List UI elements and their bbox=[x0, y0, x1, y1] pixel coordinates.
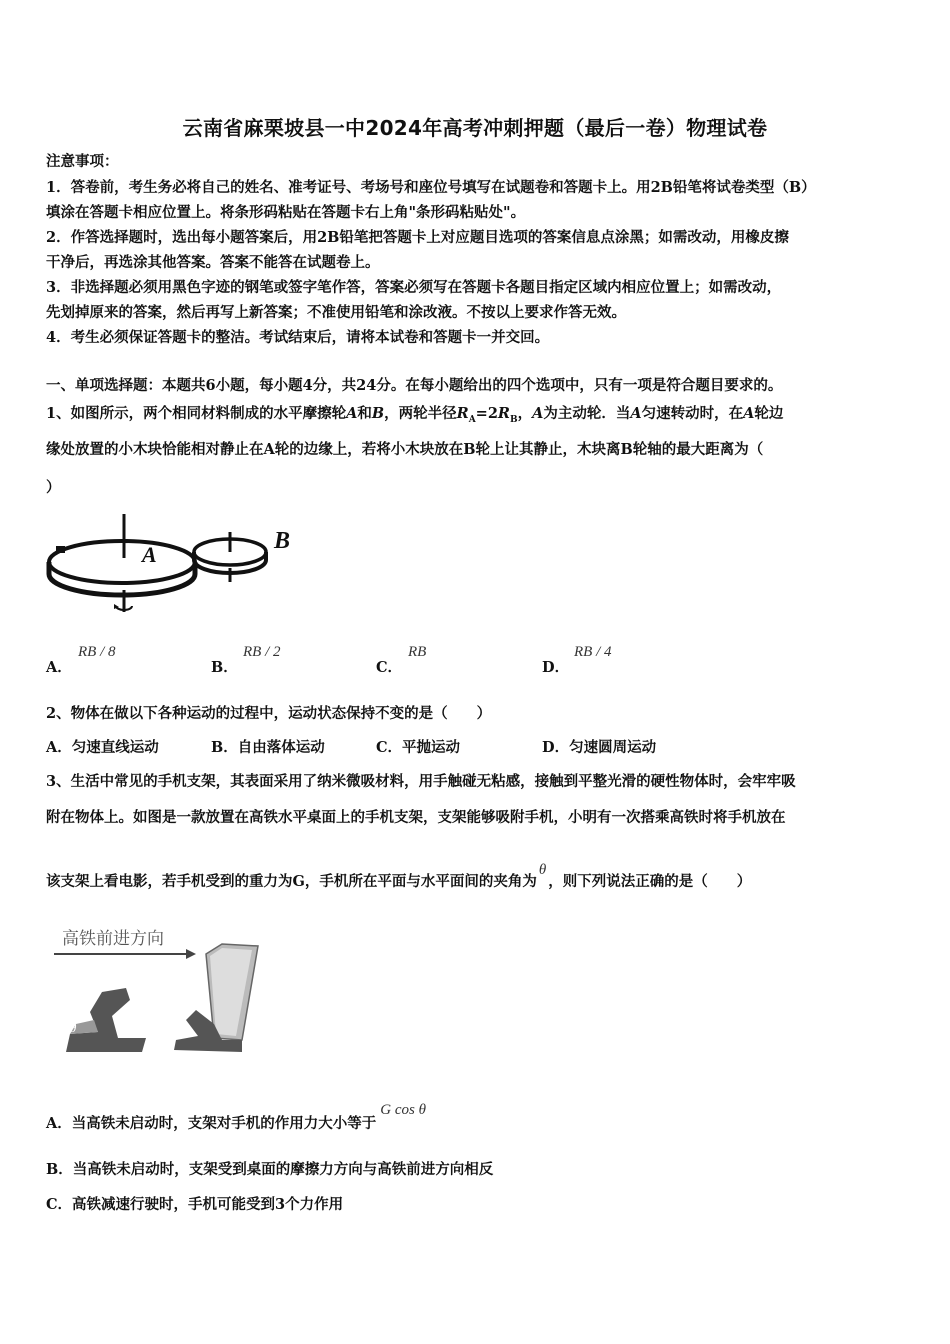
notice-heading: 注意事项： bbox=[46, 153, 119, 170]
phone-holder-figure bbox=[46, 920, 266, 1060]
q2-option-c[interactable]: C．平抛运动 bbox=[376, 739, 461, 756]
q1-line3: ） bbox=[46, 479, 61, 496]
q1-line1: 1、如图所示，两个相同材料制成的水平摩擦轮A和B，两轮半径$R_A=2R_B$，A为主动轮．当A匀速转动时，在A轮边 bbox=[46, 405, 784, 425]
wheel-a-label: A bbox=[142, 542, 157, 567]
notice-line: 3．非选择题必须用黑色字迹的钢笔或签字笔作答，答案必须写在答题卡各题目指定区域内相应位置上；如需改动， bbox=[46, 279, 782, 296]
q1-line2: 缘处放置的小木块恰能相对静止在A轮的边缘上，若将小木块放在B轮上让其静止，木块离B轮轴的最大距离为（ bbox=[46, 441, 764, 458]
page-title: 云南省麻栗坡县一中2024年高考冲刺押题（最后一卷）物理试卷 bbox=[182, 116, 768, 140]
q2-stem: 2、物体在做以下各种运动的过程中，运动状态保持不变的是（ ） bbox=[46, 705, 492, 722]
q3-option-c[interactable]: C．高铁减速行驶时，手机可能受到3个力作用 bbox=[46, 1196, 344, 1213]
wheel-b-label: B bbox=[274, 528, 291, 554]
angle-label: θ bbox=[70, 1020, 77, 1035]
direction-caption: 高铁前进方向 bbox=[62, 929, 164, 949]
q2-option-b[interactable]: B．自由落体运动 bbox=[211, 739, 325, 756]
notice-line: 2．作答选择题时，选出每小题答案后，用2B铅笔把答题卡上对应题目选项的答案信息点涂黑；如需改动，用橡皮擦 bbox=[46, 229, 789, 246]
friction-wheels-figure bbox=[44, 508, 304, 620]
q2-option-a[interactable]: A．匀速直线运动 bbox=[46, 739, 159, 756]
q3-option-b[interactable]: B．当高铁未启动时，支架受到桌面的摩擦力方向与高铁前进方向相反 bbox=[46, 1161, 494, 1178]
q2-option-d[interactable]: D．匀速圆周运动 bbox=[542, 739, 657, 756]
notice-line: 1．答卷前，考生务必将自己的姓名、准考证号、考场号和座位号填写在试题卷和答题卡上。用2B铅笔将试卷类型（B） bbox=[46, 179, 816, 196]
notice-line: 先划掉原来的答案，然后再写上新答案；不准使用铅笔和涂改液。不按以上要求作答无效。 bbox=[46, 304, 626, 321]
notice-line: 干净后，再选涂其他答案。答案不能答在试题卷上。 bbox=[46, 254, 380, 271]
section-heading: 一、单项选择题：本题共6小题，每小题4分，共24分。在每小题给出的四个选项中，只有一项是符合题目要求的。 bbox=[46, 377, 783, 394]
q3-option-a[interactable]: A．当高铁未启动时，支架对手机的作用力大小等于G cos θ bbox=[46, 1102, 426, 1132]
q3-line1: 3、生活中常见的手机支架，其表面采用了纳米微吸材料，用手触碰无粘感，接触到平整光滑的硬性物体时，会牢牢吸 bbox=[46, 773, 796, 790]
exam-page: 云南省麻栗坡县一中2024年高考冲刺押题（最后一卷）物理试卷 注意事项： 1．答卷前，考生务必将自己的姓名、准考证号、考场号和座位号填写在试题卷和答题卡上。用2B铅笔将试卷类型（B） 填涂在答题卡相应位置上。将条形码粘贴在答题卡右上角"条形码粘贴处"。 2．作答选择题时，选出每小题答案后，用2B铅笔把答题卡上对应题目选项的答案信息点涂黑；如需改动，用橡皮擦 干净后，再选涂其他答案。答案不能答在试题卷上。 3．非选择题必须用黑色字迹的钢笔或签字笔作答，答案必须写在答题卡各题目指定区域内相应位置上；如需改动， 先划掉原来的答案，然后再写上新答案；不准使用铅笔和涂改液。不按以上要求作答无效。 4．考生必须保证答题卡的整洁。考试结束后，请将本试卷和答题卡一并交回。 一、单项选择题：本题共6小题，每小题4分，共24分。在每小题给出的四个选项中，只有一项是符合题目要求的。 1、如图所示，两个相同材料制成的水平摩擦轮A和B，两轮半径$R_A=2R_B$，A为主动轮．当A匀速转动时，在A轮边 缘处放置的小木块恰能相对静止在A轮的边缘上，若将小木块放在B轮上让其静止，木块离B轮轴的最大距离为（ ） A B A． RB / 8 B． RB / 2 C． RB D． RB / 4 2、物体在做以下各种运动的过程中，运动状态保持不变的是（ ） A．匀速直线运动 B．自由落体运动 C．平抛运动 D．匀速圆周运动 3、生活中常见的手机支架，其表面采用了纳米微吸材料，用手触碰无粘感，接触到平整光滑的硬性物体时，会牢牢吸 附在物体上。如图是一款放置在高铁水平桌面上的手机支架，支架能够吸附手机，小明有一次搭乘高铁时将手机放在 该支架上看电影，若手机受到的重力为G，手机所在平面与水平面间的夹角为θ，则下列说法正确的是（ ） 高铁前进方向 θ A．当高铁未启动时，支架对手机的作用力大小等于G cos θ B．当高铁未启动时，支架受到桌面的摩擦力方向与高铁前进方向相反 C．高铁减速行驶时，手机可能受到3个力作用 bbox=[0, 0, 950, 1344]
q3-line2: 附在物体上。如图是一款放置在高铁水平桌面上的手机支架，支架能够吸附手机，小明有一次搭乘高铁时将手机放在 bbox=[46, 809, 786, 826]
q3-line3: 该支架上看电影，若手机受到的重力为G，手机所在平面与水平面间的夹角为θ，则下列说法正确的是（ ） bbox=[46, 862, 752, 890]
notice-line: 4．考生必须保证答题卡的整洁。考试结束后，请将本试卷和答题卡一并交回。 bbox=[46, 329, 550, 346]
notice-line: 填涂在答题卡相应位置上。将条形码粘贴在答题卡右上角"条形码粘贴处"。 bbox=[46, 204, 526, 221]
